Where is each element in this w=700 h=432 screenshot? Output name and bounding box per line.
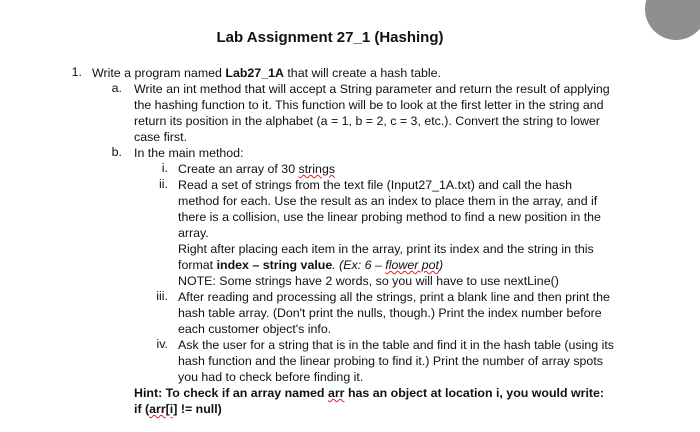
item-a-line: the hashing function to it. This function will be to look at the first letter in the string and xyxy=(134,98,604,112)
item-1-text xyxy=(92,65,441,81)
hint-array-name: arr xyxy=(327,386,345,400)
item-iii-line: hash table array. (Don't print the nulls, though.) Print the index number before xyxy=(178,306,602,320)
code-pre: if ( xyxy=(134,402,150,416)
page-title: Lab Assignment 27_1 (Hashing) xyxy=(216,29,444,46)
item-b-text: In the main method: xyxy=(134,146,244,160)
hint-code-line xyxy=(134,401,222,417)
hint-line xyxy=(134,385,604,401)
item-ii-line: array. xyxy=(178,226,209,240)
item-b-number: b. xyxy=(111,145,122,159)
item-ii-number: ii. xyxy=(159,177,168,191)
item-a-line: Write an int method that will accept a String parameter and return the result of applying xyxy=(134,82,610,96)
item-iv-line: hash function and the linear probing to find it.) Print the number of array spots xyxy=(178,354,603,368)
item-iii-number: iii. xyxy=(156,289,168,303)
item-i-number: i. xyxy=(161,161,168,175)
format-example-pre: . (Ex: 6 – xyxy=(332,258,386,272)
item-a-line: return its position in the alphabet (a = 1, b = 2, c = 3, etc.). Convert the string to lower xyxy=(134,114,600,128)
item-ii-format-line xyxy=(178,257,443,273)
format-bold: index – string value xyxy=(216,258,333,272)
format-pre: format xyxy=(178,258,217,272)
format-example-post: ) xyxy=(439,258,444,272)
item-1-text-post: that will create a hash table. xyxy=(283,66,441,80)
program-name: Lab27_1A xyxy=(225,66,284,80)
item-1-number: 1. xyxy=(71,65,82,79)
code-post: != null) xyxy=(177,402,222,416)
item-iv-number: iv. xyxy=(156,337,168,351)
item-iv-line: you had to check before finding it. xyxy=(178,370,364,384)
item-ii-line: Read a set of strings from the text file (Input27_1A.txt) and call the hash xyxy=(178,178,572,192)
item-ii-line: there is a collision, use the linear probing method to find a new position in the xyxy=(178,210,601,224)
item-ii-line: method for each. Use the result as an index to place them in the array, and if xyxy=(178,194,598,208)
code-array-access: arr[i] xyxy=(149,402,178,416)
item-i-text xyxy=(178,161,335,177)
item-a-line: case first. xyxy=(134,130,188,144)
item-iii-line: each customer object's info. xyxy=(178,322,332,336)
item-a-number: a. xyxy=(111,81,122,95)
item-ii-line: Right after placing each item in the array, print its index and the string in this xyxy=(178,242,594,256)
spell-error-word: strings xyxy=(298,162,336,176)
item-1-text-pre: Write a program named xyxy=(92,66,226,80)
item-ii-note: NOTE: Some strings have 2 words, so you will have to use nextLine() xyxy=(178,274,559,288)
item-i-text-pre: Create an array of 30 xyxy=(178,162,299,176)
item-iii-line: After reading and processing all the strings, print a blank line and then print the xyxy=(178,290,610,304)
item-iv-line: Ask the user for a string that is in the table and find it in the hash table (using its xyxy=(178,338,614,352)
format-example-word: flower pot xyxy=(385,258,440,272)
hint-post: has an object at location i, you would write: xyxy=(344,386,605,400)
hint-pre: Hint: To check if an array named xyxy=(134,386,328,400)
